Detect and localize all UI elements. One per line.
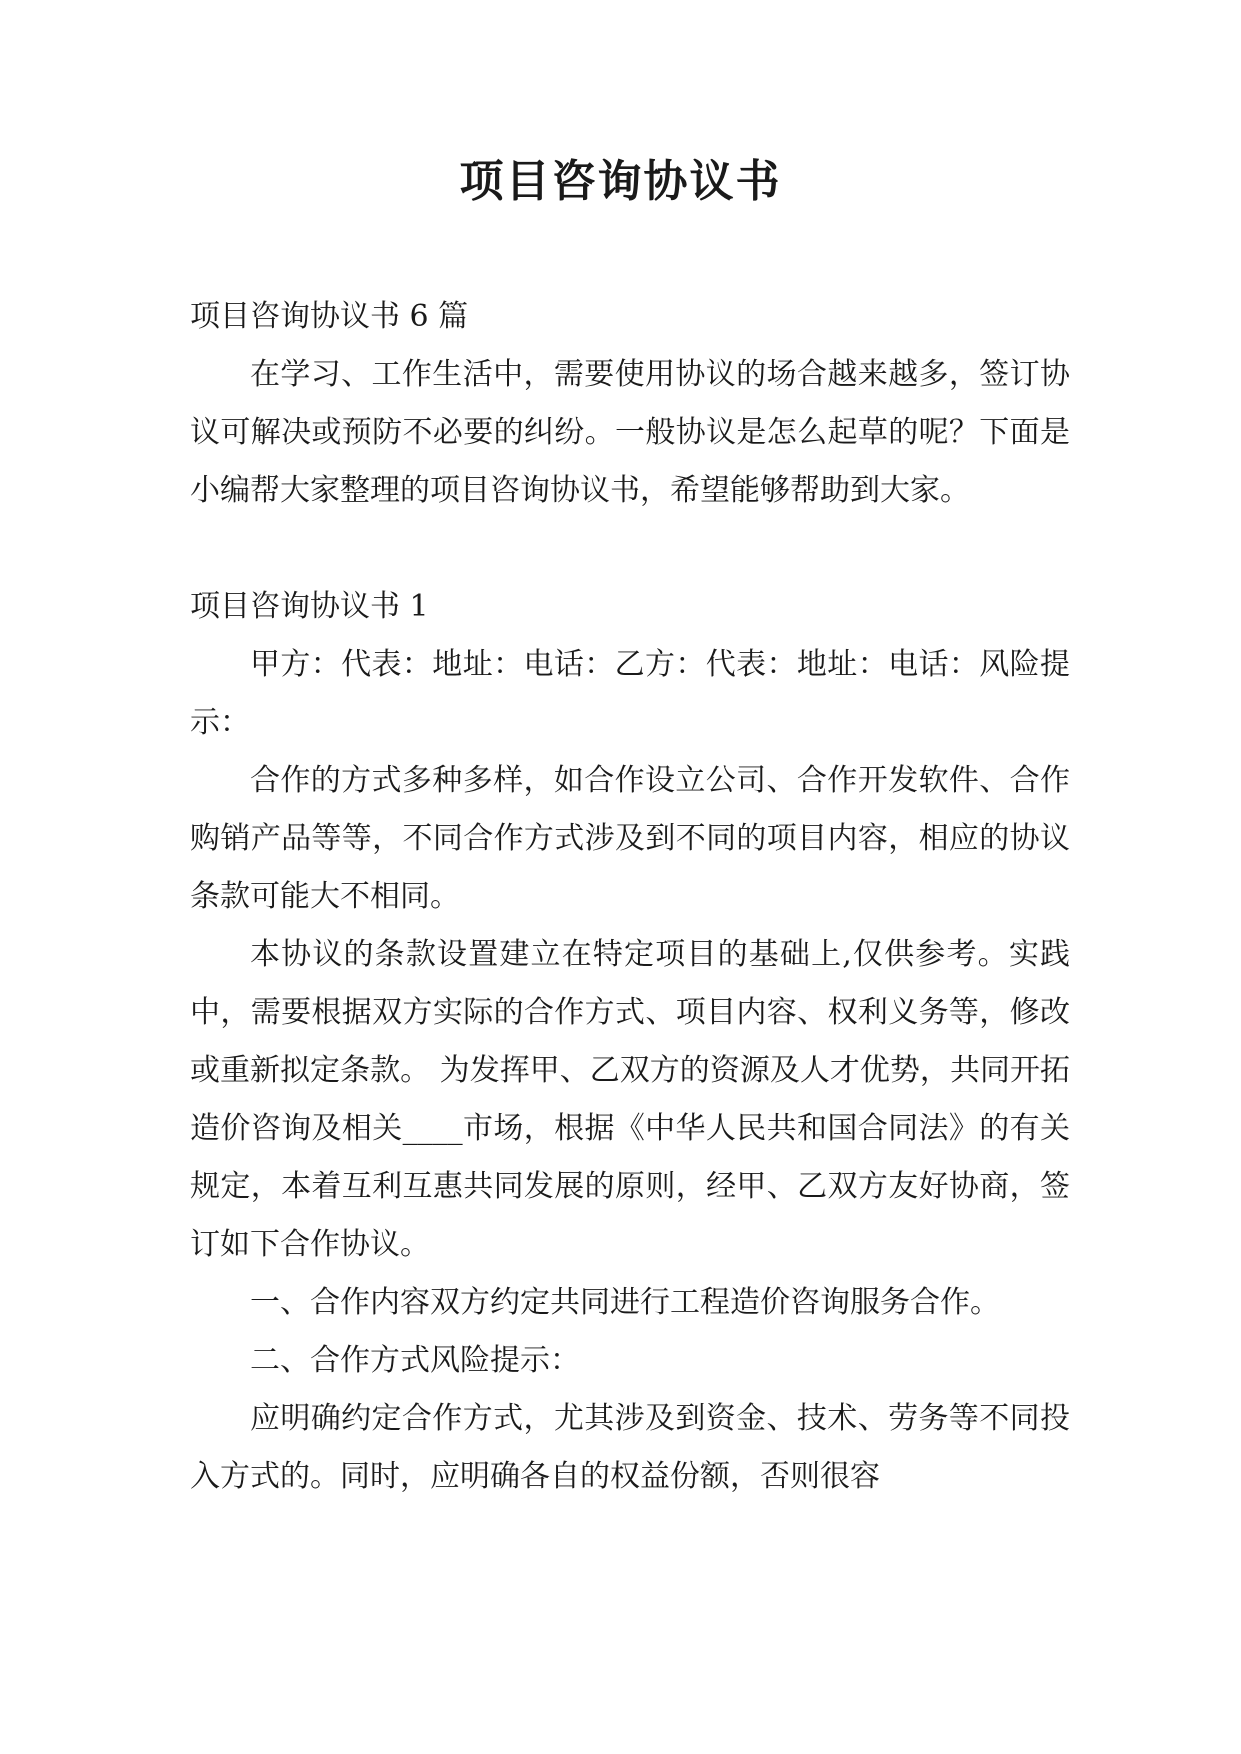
document-subtitle: 项目咨询协议书 6 篇 bbox=[190, 299, 469, 334]
clause-two: 二、合作方式风险提示： bbox=[250, 1343, 580, 1378]
terms-paragraph: 本协议的条款设置建立在特定项目的基础上,仅供参考。实践中，需要根据双方实际的合作方式、项目内容、权利义务等，修改或重新拟定条款。 为发挥甲、乙双方的资源及人才优势，共同开拓造价咨询及相关____市场，根据《中华人民共和国合同法》的有关规定，本着互利互惠共同发展的原则，经甲、乙双方友好协商，签订如下合作协议。 bbox=[190, 937, 1070, 1262]
intro-paragraph: 在学习、工作生活中，需要使用协议的场合越来越多，签订协议可解决或预防不必要的纠纷。一般协议是怎么起草的呢？下面是小编帮大家整理的项目咨询协议书，希望能够帮助到大家。 bbox=[190, 357, 1070, 508]
parties-paragraph: 甲方：代表：地址：电话：乙方：代表：地址：电话：风险提示： bbox=[190, 647, 1070, 740]
cooperation-paragraph: 合作的方式多种多样，如合作设立公司、合作开发软件、合作购销产品等等，不同合作方式涉及到不同的项目内容，相应的协议条款可能大不相同。 bbox=[190, 763, 1070, 914]
document-title: 项目咨询协议书 bbox=[459, 156, 782, 207]
clause-one: 一、合作内容双方约定共同进行工程造价咨询服务合作。 bbox=[250, 1285, 1000, 1320]
document-body bbox=[190, 288, 1070, 1506]
method-paragraph: 应明确约定合作方式，尤其涉及到资金、技术、劳务等不同投入方式的。同时，应明确各自的权益份额，否则很容 bbox=[190, 1401, 1070, 1494]
section-heading: 项目咨询协议书 1 bbox=[190, 589, 429, 624]
